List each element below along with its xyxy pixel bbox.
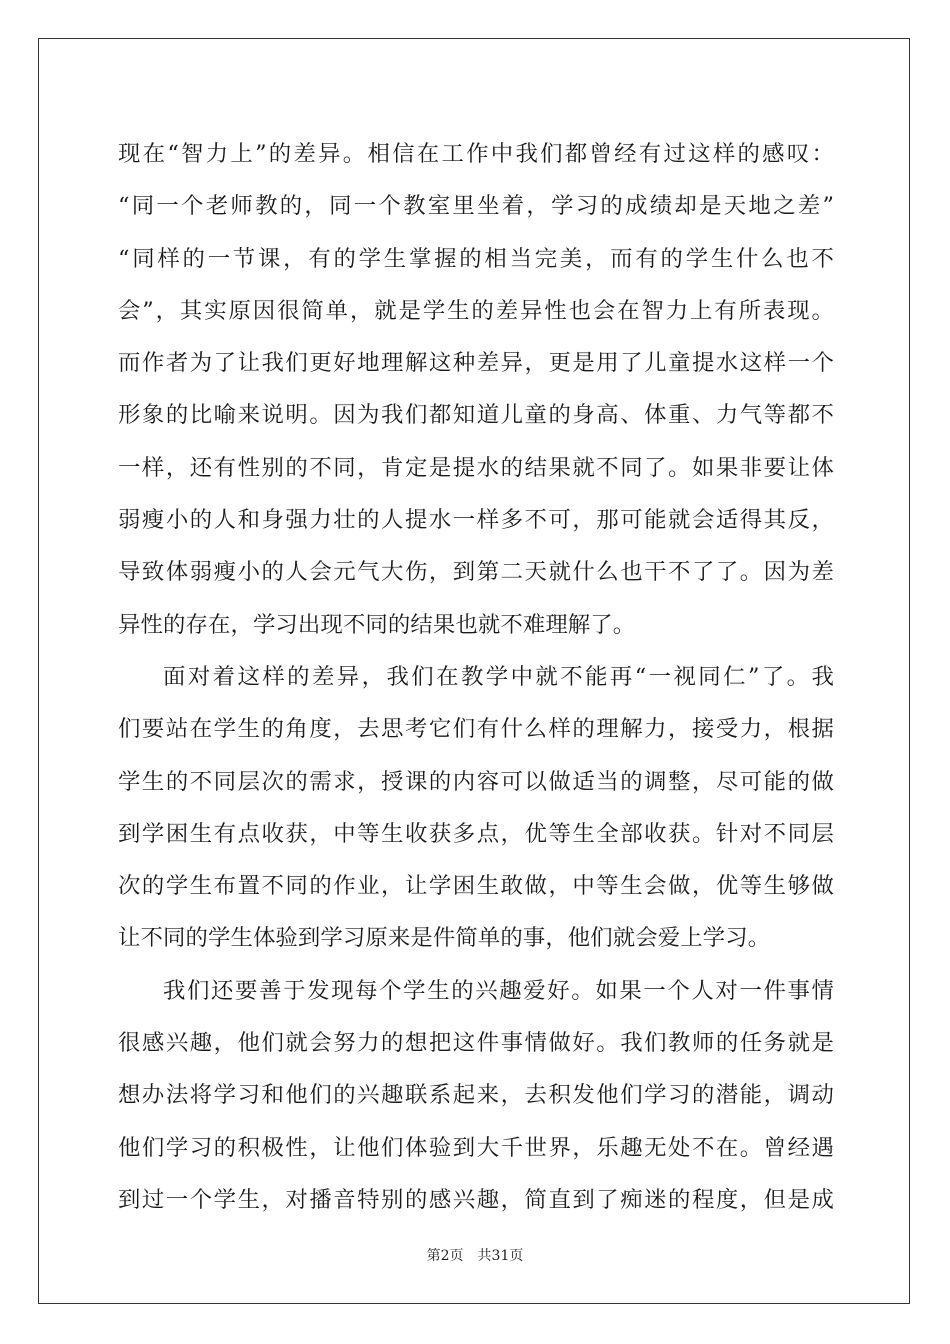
paragraph-first-line: 面对着这样的差异，我们在教学中就不能再“一视同仁”了。我 (163, 663, 834, 690)
text-line: 现在“智力上”的差异。相信在工作中我们都曾经有过这样的感叹： (118, 141, 834, 167)
text-line: 很感兴趣，他们就会努力的想把这件事情做好。我们教师的任务就是 (118, 1030, 834, 1057)
text-line: 他们学习的积极性，让他们体验到大千世界，乐趣无处不在。曾经遇 (118, 1134, 834, 1161)
text-line: 导致体弱瘦小的人会元气大伤，到第二天就什么也干不了了。因为差 (118, 559, 834, 586)
paragraph-first-line: 我们还要善于发现每个学生的兴趣爱好。如果一个人对一件事情 (163, 977, 834, 1004)
text-line: 异性的存在，学习出现不同的结果也就不难理解了。 (118, 611, 636, 638)
text-line: 次的学生布置不同的作业，让学困生敢做，中等生会做，优等生够做 (118, 873, 834, 900)
text-line: 学生的不同层次的需求，授课的内容可以做适当的调整，尽可能的做 (118, 768, 834, 795)
text-line: 而作者为了让我们更好地理解这种差异，更是用了儿童提水这样一个 (118, 350, 834, 377)
text-line: 们要站在学生的角度，去思考它们有什么样的理解力，接受力，根据 (118, 716, 834, 743)
text-line: 到过一个学生，对播音特别的感兴趣，简直到了痴迷的程度，但是成 (118, 1186, 834, 1213)
document-body (118, 128, 834, 1226)
text-line: 让不同的学生体验到学习原来是件简单的事，他们就会爱上学习。 (118, 925, 771, 952)
text-line: 一样，还有性别的不同，肯定是提水的结果就不同了。如果非要让体 (118, 454, 834, 481)
text-line: 会”，其实原因很简单，就是学生的差异性也会在智力上有所表现。 (118, 297, 834, 324)
text-line: 想办法将学习和他们的兴趣联系起来，去积发他们学习的潜能，调动 (118, 1082, 834, 1109)
text-line: “同样的一节课，有的学生掌握的相当完美，而有的学生什么也不 (118, 245, 834, 272)
text-line: “同一个老师教的，同一个教室里坐着，学习的成绩却是天地之差” (118, 193, 834, 220)
text-line: 弱瘦小的人和身强力壮的人提水一样多不可，那可能就会适得其反， (118, 507, 834, 534)
page-number-footer: 第2页 共31页 (426, 1248, 524, 1264)
text-line: 形象的比喻来说明。因为我们都知道儿童的身高、体重、力气等都不 (118, 402, 834, 429)
text-line: 到学困生有点收获，中等生收获多点，优等生全部收获。针对不同层 (118, 820, 834, 847)
